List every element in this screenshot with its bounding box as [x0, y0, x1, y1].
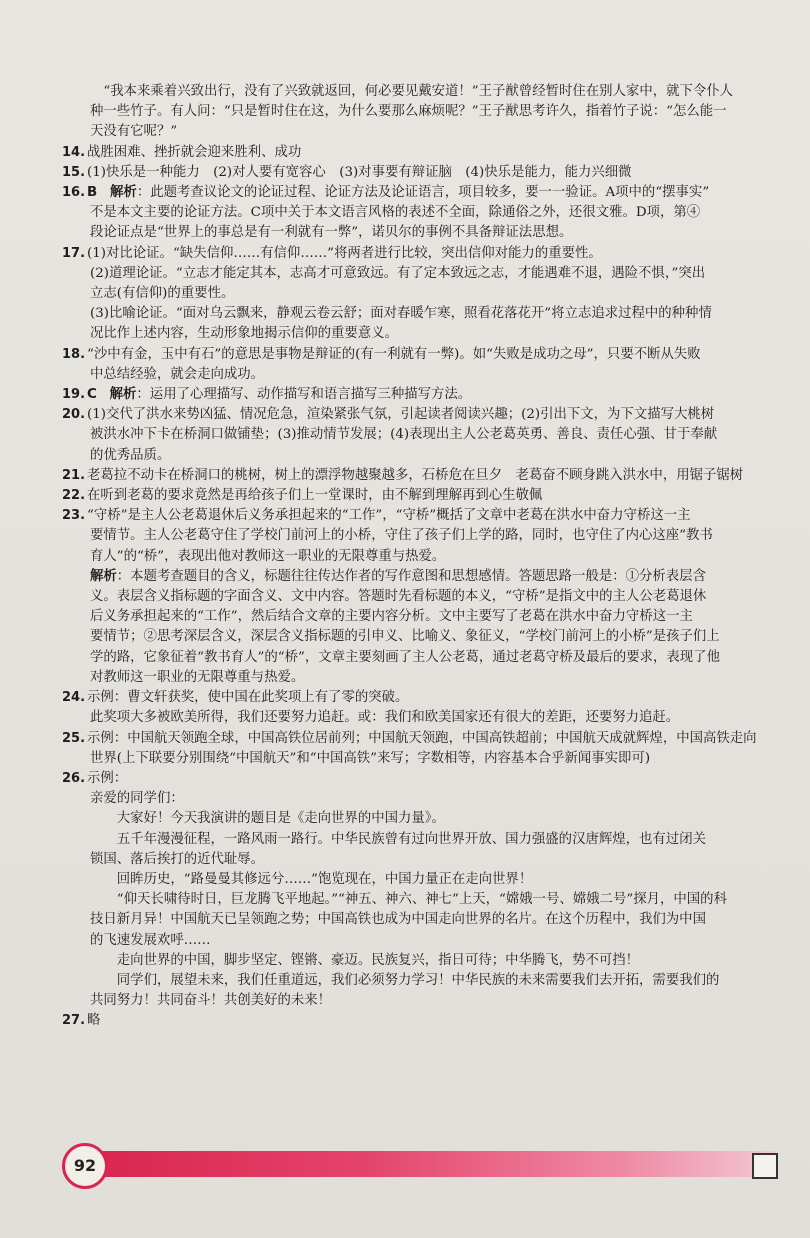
item-number: 21.	[62, 467, 86, 483]
item-number: 26.	[62, 770, 86, 786]
text-line: 对教师这一职业的无限尊重与热爱。	[90, 669, 305, 685]
item-number: 14.	[62, 144, 86, 160]
answer-text: 示例：	[87, 770, 128, 786]
text-line: 要情节。主人公老葛守住了学校门前河上的小桥，守住了孩子们上学的路，同时，也守住了内心这座“教书	[90, 528, 713, 544]
text-line: 技日新月异！中国航天已呈领跑之势；中国高铁也成为中国走向世界的名片。在这个历程中，我们为中国	[90, 912, 706, 928]
speech-para: 同学们，展望未来，我们任重道远，我们必须努力学习！中华民族的未来需要我们去开拓，需要我们的	[116, 972, 720, 988]
answer-16	[62, 183, 784, 203]
analysis-label: 解析	[110, 185, 137, 201]
text-line: 育人”的“桥”，表现出他对教师这一职业的无限尊重与热爱。	[90, 548, 446, 564]
text-line: (2)道理论证。“立志才能定其本，志高才可意致远。有了定本致远之志，才能遇难不退，遇险不惧，”突出	[90, 265, 706, 281]
text-line: 被洪水冲下卡在桥洞口做铺垫；(3)推动情节发展；(4)表现出主人公老葛英勇、善良、责任心强、甘于奉献	[90, 427, 718, 443]
speech-para: 大家好！今天我演讲的题目是《走向世界的中国力量》。	[116, 811, 445, 827]
item-number: 19.	[62, 387, 86, 403]
answer-text: ：运用了心理描写、动作描写和语言描写三种描写方法。	[136, 387, 472, 403]
analysis-label: 解析	[109, 387, 137, 403]
speech-para: “仰天长啸待时日，巨龙腾飞平地起。”“神五、神六、神七”上天，“嫦娥一号、嫦娥二号”探月，中国的科	[116, 892, 727, 908]
text-line: (3)比喻论证。“面对乌云飘来，静观云卷云舒；面对春暖乍寒，照看花落花开”将立志追求过程中的种种情	[90, 306, 712, 322]
item-number: 24.	[62, 690, 86, 706]
answer-20	[62, 405, 784, 425]
answer-22	[62, 486, 784, 506]
text-line: 立志(有信仰)的重要性。	[90, 286, 235, 302]
answer-14	[62, 143, 784, 163]
choice-letter: B	[87, 185, 98, 201]
text-line: 天没有它呢？”	[90, 124, 178, 140]
item-number: 18.	[62, 346, 86, 362]
footer-decorative-bar	[86, 1151, 776, 1177]
page-number: 92	[62, 1143, 108, 1189]
answer-21	[62, 466, 784, 486]
answer-text: 在听到老葛的要求竟然是再给孩子们上一堂课时，由不解到理解再到心生敬佩	[87, 488, 543, 504]
text-line: 此奖项大多被欧美所得，我们还要努力追赶。或：我们和欧美国家还有很大的差距，还要努力追赶。	[90, 710, 680, 726]
answer-text: 示例：中国航天领跑全球，中国高铁位居前列；中国航天领跑，中国高铁超前；中国航天成就辉煌，中国高铁走向	[87, 730, 757, 746]
answer-27	[62, 1011, 784, 1031]
text-line: 锁国、落后挨打的近代耻辱。	[90, 851, 265, 867]
item-number: 15.	[62, 164, 86, 180]
text-line: 后义务承担起来的“工作”，然后结合文章的主要内容分析。文中主要写了老葛在洪水中奋力守桥这一主	[90, 609, 693, 625]
answer-text: 老葛拉不动卡在桥洞口的桃树，树上的漂浮物越聚越多，石桥危在旦夕 老葛奋不顾身跳入洪水中，用锯子锯树	[87, 467, 744, 483]
answer-17	[62, 244, 784, 264]
item-number: 22.	[62, 488, 86, 504]
text-line: 共同努力！共同奋斗！共创美好的未来！	[90, 993, 332, 1009]
item-number: 23.	[62, 508, 86, 524]
text-line: 况比作上述内容，生动形象地揭示信仰的重要意义。	[90, 326, 398, 342]
item-number: 27.	[62, 1013, 86, 1029]
answer-18	[62, 345, 784, 365]
text-line: 学的路，它象征着“教书育人”的“桥”，文章主要刻画了主人公老葛，通过老葛守桥及最后的要求，表现了他	[90, 649, 720, 665]
answer-text: “沙中有金，玉中有石”的意思是事物是辩证的(有一利就有一弊)。如“失败是成功之母”，只要不断从失败	[87, 346, 701, 362]
text-line: 的飞速发展欢呼……	[90, 932, 211, 948]
answer-text: ：此题考查议论文的论证过程、论证方法及论证语言，项目较多，要一一验证。A项中的“摆事实”	[136, 185, 710, 201]
speech-para: 回眸历史，“路曼曼其修远兮……”饱览现在，中国力量正在走向世界！	[116, 871, 533, 887]
analysis-text: ：本题考查题目的含义，标题往往传达作者的写作意图和思想感情。答题思路一般是：①分析表层含	[116, 568, 706, 584]
text-line: 中总结经验，就会走向成功。	[90, 366, 265, 382]
text-line: 义。表层含义指标题的字面含义、文中内容。答题时先看标题的本义，“守桥”是指文中的主人公老葛退休	[90, 589, 707, 605]
text-line: 段论证点是“世界上的事总是有一利就有一弊”，诺贝尔的事例不具备辩证法思想。	[90, 225, 573, 241]
answer-26	[62, 769, 784, 789]
answer-text: 战胜困难、挫折就会迎来胜利、成功	[87, 144, 302, 160]
text-line: 的优秀品质。	[90, 447, 171, 463]
checkbox-square-icon	[752, 1153, 778, 1179]
choice-letter: C	[87, 387, 97, 403]
page-footer	[62, 1143, 786, 1187]
item-number: 25.	[62, 730, 86, 746]
answer-text: “守桥”是主人公老葛退休后义务承担起来的“工作”，“守桥”概括了文章中老葛在洪水中奋力守桥这一主	[87, 508, 691, 524]
answer-23	[62, 506, 784, 526]
analysis-block	[62, 567, 784, 587]
answer-15	[62, 163, 784, 183]
speech-greeting: 亲爱的同学们：	[90, 791, 184, 807]
answer-content	[62, 82, 784, 1032]
text-line: 不是本文主要的论证方法。C项中关于本文语言风格的表述不全面，除通俗之外，还很文雅。D项，第④	[90, 205, 701, 221]
item-number: 20.	[62, 407, 86, 423]
text-line: 要情节；②思考深层含义，深层含义指标题的引申义、比喻义、象征义，“学校门前河上的小桥”是孩子们上	[90, 629, 720, 645]
answer-24	[62, 688, 784, 708]
item-number: 16.	[62, 185, 86, 201]
text-line: 世界(上下联要分别围绕“中国航天”和“中国高铁”来写；字数相等，内容基本合乎新闻事实即可)	[90, 750, 651, 766]
analysis-label: 解析	[90, 568, 117, 584]
answer-text: (1)对比论证。“缺失信仰……有信仰……”将两者进行比较，突出信仰对能力的重要性。	[87, 245, 602, 261]
answer-text: 示例：曹文轩获奖，使中国在此奖项上有了零的突破。	[87, 690, 409, 706]
answer-text: (1)交代了洪水来势凶猛、情况危急，渲染紧张气氛，引起读者阅读兴趣；(2)引出下文，为下文描写大桃树	[87, 407, 715, 423]
text-line: 种一些竹子。有人问：“只是暂时住在这，为什么要那么麻烦呢？”王子猷思考许久，指着竹子说：“怎么能一	[90, 104, 727, 120]
answer-25	[62, 729, 784, 749]
answer-text: (1)快乐是一种能力 (2)对人要有宽容心 (3)对事要有辩证脑 (4)快乐是能力，能力兴细微	[87, 164, 632, 180]
speech-para: 走向世界的中国，脚步坚定、铿锵、豪迈。民族复兴，指日可待；中华腾飞，势不可挡！	[116, 952, 640, 968]
answer-19	[62, 385, 784, 405]
answer-text: 略	[87, 1013, 101, 1029]
item-number: 17.	[62, 245, 86, 261]
text-line: “我本来乘着兴致出行，没有了兴致就返回，何必要见戴安道！”王子猷曾经暂时住在别人家中，就下令仆人	[103, 84, 734, 99]
speech-para: 五千年漫漫征程，一路风雨一路行。中华民族曾有过向世界开放、国力强盛的汉唐辉煌，也有过闭关	[116, 831, 706, 847]
